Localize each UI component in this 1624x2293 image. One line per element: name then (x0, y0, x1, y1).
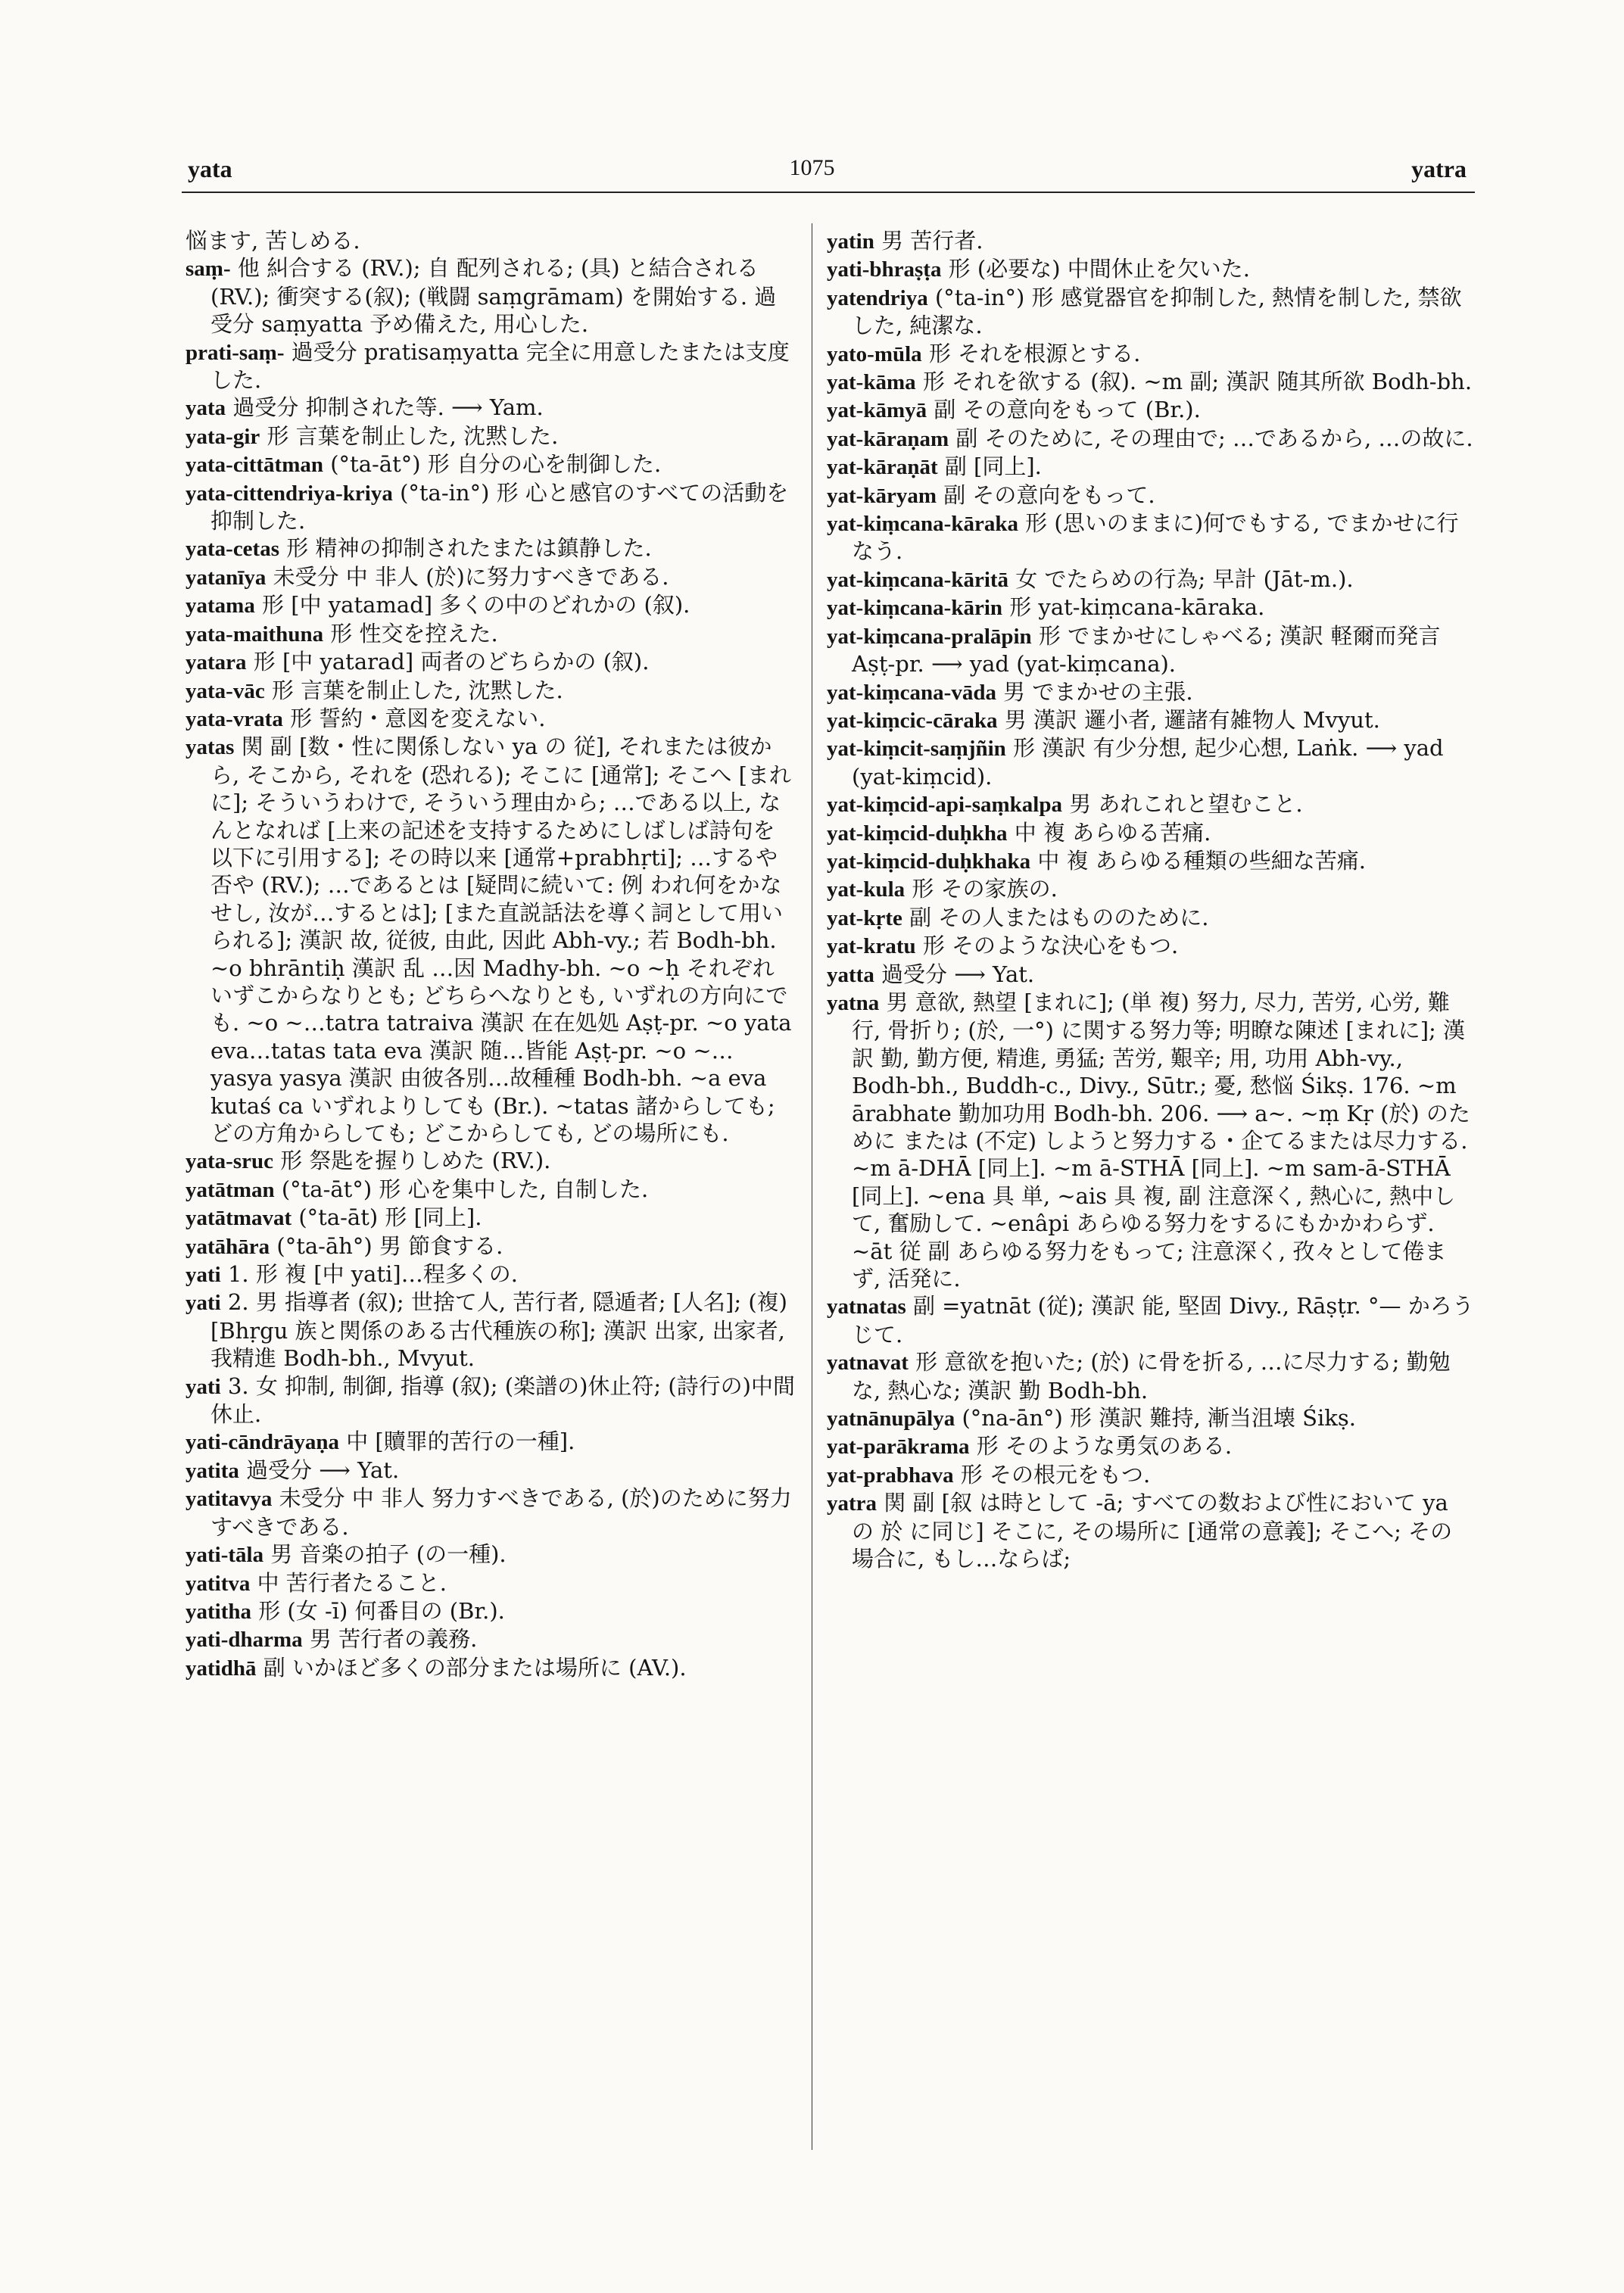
entry-headword: yat-kula (827, 877, 906, 902)
entry-headword: yati-dharma (185, 1628, 303, 1653)
dictionary-entry (185, 733, 795, 1147)
dictionary-entry (827, 284, 1474, 340)
dictionary-entry (827, 340, 1474, 368)
entry-definition: 形 (女 -ī) 何番目の (Br.). (258, 1597, 505, 1624)
entry-headword: yat-kiṃcana-pralāpin (827, 624, 1032, 649)
dictionary-entry (185, 1597, 795, 1625)
entry-headword: yat-kṛte (827, 905, 902, 930)
entry-definition: 形 精神の抑制されたまたは鎮静した. (286, 535, 652, 562)
entry-definition: 形 [中 yatamad] 多くの中のどれかの (叙). (262, 592, 690, 618)
entry-definition: 形 誓約・意図を変えない. (290, 705, 546, 731)
dictionary-entry (827, 678, 1474, 706)
entry-headword: yatnānupālya (827, 1407, 955, 1432)
entry-definition: 形 (必要な) 中間休止を欠いた. (948, 256, 1250, 282)
dictionary-entry (827, 227, 1474, 255)
dictionary-entry (185, 1204, 795, 1232)
dictionary-entry (827, 453, 1474, 481)
entry-definition: 形 そのような勇気のある. (976, 1433, 1233, 1460)
entry-headword: yatitavya (185, 1487, 273, 1512)
entry-definition: 未受分 中 非人 (於)に努力すべきである. (273, 563, 669, 590)
entry-definition: (°ta-āh°) 男 節食する. (276, 1232, 503, 1259)
dictionary-entry (185, 534, 795, 562)
entry-headword: yat-kāma (827, 370, 916, 395)
dictionary-entry (827, 594, 1474, 622)
entry-definition: 過受分 pratisaṃyatta 完全に用意したまたは支度した. (210, 338, 790, 394)
entry-headword: yatta (827, 962, 874, 987)
header-right-guide-word: yatra (1411, 155, 1467, 182)
entry-headword: yata-maithuna (185, 622, 324, 646)
entry-headword: yatas (185, 735, 235, 760)
entry-headword: yat-kiṃcic-cāraka (827, 708, 998, 733)
dictionary-entry (827, 565, 1474, 594)
dictionary-entry (827, 706, 1474, 734)
dictionary-entry (827, 790, 1474, 818)
dictionary-entry (827, 989, 1474, 1292)
dictionary-entry (185, 254, 795, 338)
dictionary-entry (185, 563, 795, 591)
dictionary-entry (827, 1292, 1474, 1348)
entry-definition: 形 それを欲する (叙). ~m 副; 漢訳 随其所欲 Bodh-bh. (922, 369, 1473, 395)
entry-definition: 形 言葉を制止した, 沈黙した. (267, 422, 559, 449)
entry-headword: yata-sruc (185, 1149, 273, 1174)
dictionary-entry (185, 1569, 795, 1597)
entry-headword: yat-kiṃcid-duḥkha (827, 821, 1008, 846)
entry-definition: 男 あれこれと望むこと. (1069, 791, 1303, 818)
dictionary-entry (185, 1147, 795, 1175)
dictionary-entry (827, 425, 1474, 453)
entry-headword: yatātmavat (185, 1206, 292, 1231)
dictionary-entry (827, 961, 1474, 989)
entry-headword: yatna (827, 990, 880, 1015)
entry-headword: yata-cittendriya-kriya (185, 481, 393, 506)
entry-definition: 未受分 中 非人 努力すべきである, (於)のために努力すべきである. (210, 1485, 792, 1540)
left-column (185, 227, 795, 1682)
dictionary-entry (185, 1456, 795, 1485)
entry-definition: (°na-ān°) 形 漢訳 難持, 漸当沮壊 Śikṣ. (962, 1405, 1356, 1432)
entry-definition: 形 そのような決心をもつ. (922, 933, 1179, 959)
entry-definition: 男 苦行者の義務. (309, 1626, 478, 1653)
entry-definition: 形 祭匙を握りしめた (RV.). (280, 1148, 551, 1174)
entry-headword: yatnavat (827, 1351, 909, 1375)
entry-definition: (°ta-in°) 形 感覚器官を抑制した, 熱情を制した, 禁欲した, 純潔な. (852, 284, 1462, 339)
entry-definition: 形 意欲を抱いた; (於) に骨を折る, …に尽力する; 勤勉な, 熱心な; 漢訳 勤 Bodh-bh. (852, 1349, 1451, 1404)
dictionary-entry (185, 394, 795, 422)
entry-headword: yato-mūla (827, 341, 922, 366)
dictionary-entry (827, 368, 1474, 396)
dictionary-entry (827, 904, 1474, 932)
entry-definition: 男 音楽の拍子 (の一種). (270, 1541, 507, 1568)
dictionary-entry (827, 847, 1474, 875)
dictionary-entry (827, 1489, 1474, 1572)
entry-headword: yata-vāc (185, 678, 265, 703)
dictionary-entry (185, 1176, 795, 1204)
dictionary-entry (827, 932, 1474, 960)
entry-headword: yat-kāraṇam (827, 426, 949, 451)
header-left-guide-word: yata (188, 155, 232, 182)
entry-definition: (°ta-āt°) 形 自分の心を制御した. (330, 451, 662, 478)
entry-headword: yata-cittātman (185, 453, 324, 478)
dictionary-entry (827, 734, 1474, 790)
entry-headword: yat-kiṃcana-kārin (827, 596, 1002, 621)
entry-definition: (°ta-āt°) 形 心を集中した, 自制した. (281, 1176, 649, 1202)
dictionary-entry (185, 677, 795, 705)
dictionary-entry (827, 1404, 1474, 1432)
dictionary-entry (827, 255, 1474, 283)
entry-definition: 他 糾合する (RV.); 自 配列される; (具) と結合される (RV.); 衝突する(叙); (戦闘 saṃgrāmam) を開始する. 過受分 saṃyatta 予め備えた, 用心した. (210, 255, 777, 338)
entry-definition: (°ta-āt) 形 [同上]. (298, 1204, 482, 1231)
entry-headword: yata-gir (185, 424, 260, 449)
dictionary-entry (827, 1348, 1474, 1404)
entry-headword: prati-saṃ- (185, 340, 285, 365)
dictionary-entry (185, 450, 795, 478)
dictionary-entry (827, 1461, 1474, 1489)
entry-headword: yati (185, 1263, 221, 1288)
dictionary-entry (185, 1372, 795, 1428)
page-number: 1075 (789, 155, 835, 180)
entry-definition: 形 言葉を制止した, 沈黙した. (271, 677, 563, 703)
entry-definition: 副 その人またはもののために. (909, 904, 1209, 930)
entry-definition: 男 意欲, 熱望 [まれに]; (単 複) 努力, 尽力, 苦労, 心労, 難行, 骨折り; (於, 一°) に関する努力等; 明瞭な陳述 [まれに]; 漢訳 勤, 勤方便, 精進, 勇猛; 苦労, 艱辛; 用, 功用 Abh-vy., Bodh-bh., Buddh-c., Divy., Sūtr.; 憂, 愁悩 Śikṣ. 176. ~m ārabhate 勤加功用 Bodh-bh. 206. ⟶ a~. ~ṃ Kṛ (於) のために または (不定) しようと努力する・企てるまたは尽力する. ~m ā-DHĀ [同上]. ~m ā-STHĀ [同上]. ~m sam-ā-STHĀ [同上]. ~ena 具 単, ~ais 具 複, 副 注意深く, 熱心に, 熱中して, 奮励して. ~enâpi あらゆる努力をするにもかかわらず. ~āt 従 副 あらゆる努力をもって; 注意深く, 孜々として倦まず, 活発に. (852, 989, 1470, 1292)
entry-definition: (°ta-in°) 形 心と感官のすべての活動を抑制した. (210, 479, 789, 534)
dictionary-entry (185, 1232, 795, 1260)
dictionary-entry (185, 1541, 795, 1569)
entry-headword: yatama (185, 594, 255, 618)
dictionary-entry (827, 509, 1474, 565)
entry-definition: 形 その家族の. (912, 876, 1058, 902)
entry-definition: 形 でまかせにしゃべる; 漢訳 軽爾而発言 Aṣṭ-pr. ⟶ yad (yat-kiṃcana). (852, 622, 1441, 678)
entry-definition: 過受分 抑制された等. ⟶ Yam. (232, 394, 544, 421)
entry-headword: yat-kāmyā (827, 398, 927, 423)
entry-definition: 関 副 [数・性に関係しない ya の 従], それまたは彼から, そこから, それを (恐れる); そこに [通常]; そこへ [まれに]; そういうわけで, そういう理由から; …である以上, なんとなれば [上来の記述を支持するためにしばしば詩句を以下に引用する]; その時以来 [通常+prabhṛti]; …するや否や (RV.); …であるとは [疑問に続いて: 例 われ何をかなせし, 汝が…するとは]; [また直説話法を導く詞として用いられる]; 漢訳 故, 従彼, 由此, 因此 Abh-vy.; 若 Bodh-bh. ~o bhrāntiḥ 漢訳 乱 …因 Madhy-bh. ~o ~ḥ それぞれいずこからなりとも; どちらへなりとも, いずれの方向にでも. ~o ~…tatra tatraiva 漢訳 在在処処 Aṣṭ-pr. ~o yata eva…tatas tata eva 漢訳 随…皆能 Aṣṭ-pr. ~o ~…yasya yasya 漢訳 由彼各別…故種種 Bodh-bh. ~a eva kutaś ca いずれよりしても (Br.). ~tatas 諸からしても; どの方角からしても; どこからしても, どの場所にも. (210, 734, 792, 1146)
dictionary-entry (827, 396, 1474, 424)
dictionary-entry (185, 1625, 795, 1653)
dictionary-entry (185, 591, 795, 619)
dictionary-entry (185, 648, 795, 676)
entry-headword: yatitva (185, 1571, 251, 1596)
entry-headword: yat-kiṃcid-api-saṃkalpa (827, 793, 1062, 818)
dictionary-entry (827, 819, 1474, 847)
entry-definition: 中 複 あらゆる種類の些細な苦痛. (1037, 847, 1367, 874)
entry-headword: yat-kiṃcid-duḥkhaka (827, 849, 1031, 874)
entry-headword: yat-kiṃcana-vāda (827, 680, 996, 705)
dictionary-entry (185, 1260, 795, 1288)
entry-definition: 形 それを根源とする. (928, 340, 1141, 366)
entry-headword: yatāhāra (185, 1234, 270, 1259)
entry-definition: 副 =yatnāt (従); 漢訳 能, 堅固 Divy., Rāṣṭr. °— かろうじて. (852, 1293, 1474, 1347)
entry-headword: yatra (827, 1491, 877, 1516)
entry-definition: 形 その根元をもつ. (960, 1461, 1151, 1488)
dictionary-entry (185, 479, 795, 535)
dictionary-entry (185, 1288, 795, 1372)
entry-definition: 過受分 ⟶ Yat. (881, 961, 1035, 987)
entry-headword: yatendriya (827, 285, 928, 310)
dictionary-entry (827, 875, 1474, 903)
entry-definition: 形 [中 yatarad] 両者のどちらかの (叙). (253, 649, 650, 675)
entry-definition: 副 いかほど多くの部分または場所に (AV.). (263, 1654, 687, 1681)
entry-definition: 形 性交を控えた. (330, 620, 498, 646)
entry-definition: 男 でまかせの主張. (1003, 678, 1193, 705)
entry-definition: 中 [贖罪的苦行の一種]. (346, 1428, 575, 1455)
entry-definition: 形 (思いのままに)何でもする, でまかせに行なう. (852, 510, 1459, 565)
entry-definition: 男 漢訳 邏小者, 邏諸有雑物人 Mvyut. (1004, 706, 1380, 733)
entry-headword: yat-kiṃcana-kāraka (827, 512, 1018, 537)
dictionary-entry (827, 622, 1474, 678)
entry-definition: 中 苦行者たること. (257, 1569, 447, 1596)
entry-headword: yatin (827, 229, 874, 254)
entry-headword: yati-tāla (185, 1543, 264, 1568)
entry-definition: 男 苦行者. (881, 228, 983, 254)
dictionary-entry (827, 1432, 1474, 1460)
dictionary-entry (185, 422, 795, 450)
entry-definition: 女 でたらめの行為; 早計 (Jāt-m.). (1015, 565, 1354, 592)
dictionary-entry (185, 1485, 795, 1541)
entry-headword: yati-bhraṣṭa (827, 257, 942, 282)
entry-headword: yat-prabhava (827, 1463, 954, 1488)
entry-definition: 過受分 ⟶ Yat. (246, 1456, 400, 1483)
entry-headword: saṃ- (185, 257, 231, 282)
entry-headword: yati-cāndrāyaṇa (185, 1430, 339, 1455)
entry-headword: yati (185, 1291, 221, 1316)
entry-definition: 中 複 あらゆる苦痛. (1014, 819, 1211, 846)
entry-definition: 副 そのために, その理由で; …であるから, …の故に. (955, 425, 1473, 451)
entry-headword: yatita (185, 1458, 239, 1483)
dictionary-entry (185, 620, 795, 648)
entry-headword: yata-vrata (185, 706, 283, 731)
dictionary-entry (185, 1428, 795, 1456)
right-column (827, 227, 1474, 1573)
dictionary-entry (185, 227, 795, 254)
entry-headword: yati (185, 1374, 221, 1399)
entry-definition: 1. 形 複 [中 yati]…程多くの. (227, 1261, 518, 1288)
entry-definition: 3. 女 抑制, 制御, 指導 (叙); (楽譜の)休止符; (詩行の)中間休止. (210, 1372, 795, 1428)
entry-headword: yatātman (185, 1177, 275, 1202)
entry-headword: yatara (185, 650, 247, 675)
entry-definition: 副 その意向をもって (Br.). (934, 397, 1201, 423)
entry-headword: yat-kratu (827, 934, 916, 959)
entry-headword: yatidhā (185, 1656, 257, 1681)
dictionary-entry (185, 338, 795, 394)
entry-headword: yat-kāryam (827, 483, 937, 508)
entry-definition: 形 yat-kiṃcana-kāraka. (1009, 594, 1265, 621)
entry-definition: 形 漢訳 有少分想, 起少心想, Laṅk. ⟶ yad (yat-kiṃcid). (852, 735, 1444, 790)
entry-headword: yatnatas (827, 1294, 906, 1319)
header-rule (182, 192, 1475, 193)
entry-headword: yatitha (185, 1599, 251, 1624)
entry-headword: yat-kāraṇāt (827, 455, 938, 480)
entry-headword: yat-kiṃcana-kāritā (827, 567, 1009, 592)
entry-definition: 関 副 [叙 は時として -ā; すべての数および性において ya の 於 に同じ] そこに, その場所に [通常の意義]; そこへ; その場合に, もし…ならば; (852, 1490, 1453, 1572)
entry-definition: 2. 男 指導者 (叙); 世捨て人, 苦行者, 隠遁者; [人名]; (複) [Bhṛgu 族と関係のある古代種族の称]; 漢訳 出家, 出家者, 我精進 Bodh-bh., Mvyut. (210, 1289, 787, 1372)
dictionary-entry (827, 481, 1474, 509)
dictionary-entry (185, 1654, 795, 1682)
entry-definition: 副 その意向をもって. (943, 481, 1155, 508)
entry-headword: yat-kiṃcit-saṃjñin (827, 737, 1006, 762)
dictionary-entry (185, 705, 795, 733)
entry-headword: yata (185, 396, 226, 421)
entry-definition: 悩ます, 苦しめる. (185, 228, 360, 254)
entry-headword: yata-cetas (185, 537, 280, 562)
entry-headword: yat-parākrama (827, 1435, 970, 1460)
entry-headword: yatanīya (185, 565, 267, 590)
entry-definition: 副 [同上]. (944, 453, 1042, 480)
